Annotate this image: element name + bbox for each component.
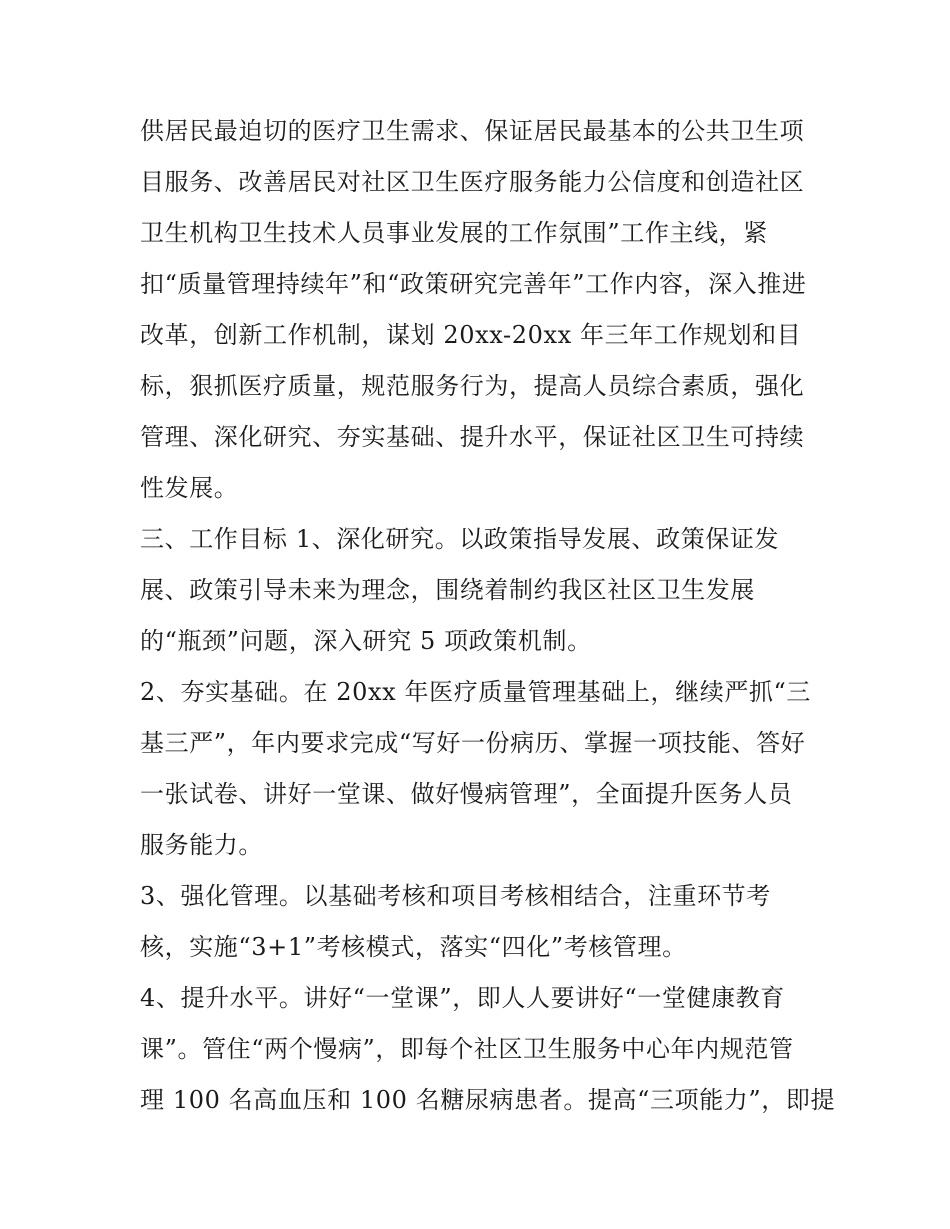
text-line: 核，实施“3+1”考核模式，落实“四化”考核管理。 [140,933,687,961]
list-item-line: 4、提升水平。讲好“一堂课”，即人人要讲好“一堂健康教育 [140,984,785,1012]
list-item-line: 2、夯实基础。在 20xx 年医疗质量管理基础上，继续严抓“三 [140,678,812,706]
text-line: 扣“质量管理持续年”和“政策研究完善年”工作内容，深入推进 [140,270,807,298]
text-line: 供居民最迫切的医疗卫生需求、保证居民最基本的公共卫生项 [140,117,805,145]
list-item-line: 3、强化管理。以基础考核和项目考核相结合，注重环节考 [140,882,771,910]
text-line: 目服务、改善居民对社区卫生医疗服务能力公信度和创造社区 [140,168,805,196]
text-line: 基三严”，年内要求完成“写好一份病历、掌握一项技能、答好 [140,729,806,757]
text-line: 展、政策引导未来为理念，围绕着制约我区社区卫生发展 [140,576,755,604]
text-line: 改革，创新工作机制，谋划 20xx-20xx 年三年工作规划和目 [140,321,802,349]
text-line: 服务能力。 [140,831,263,859]
text-line: 卫生机构卫生技术人员事业发展的工作氛围”工作主线，紧 [140,219,768,247]
text-line: 性发展。 [140,474,239,502]
section-heading-line: 三、工作目标 1、深化研究。以政策指导发展、政策保证发 [140,525,780,553]
text-line: 管理、深化研究、夯实基础、提升水平，保证社区卫生可持续 [140,423,805,451]
text-line: 课”。管住“两个慢病”，即每个社区卫生服务中心年内规范管 [140,1035,794,1063]
text-line: 理 100 名高血压和 100 名糖尿病患者。提高“三项能力”，即提 [140,1086,836,1114]
body-text [140,106,840,1126]
text-line: 标，狠抓医疗质量，规范服务行为，提高人员综合素质，强化 [140,372,805,400]
text-line: 一张试卷、讲好一堂课、做好慢病管理”，全面提升医务人员 [140,780,793,808]
text-line: 的“瓶颈”问题，深入研究 5 项政策机制。 [140,627,592,655]
